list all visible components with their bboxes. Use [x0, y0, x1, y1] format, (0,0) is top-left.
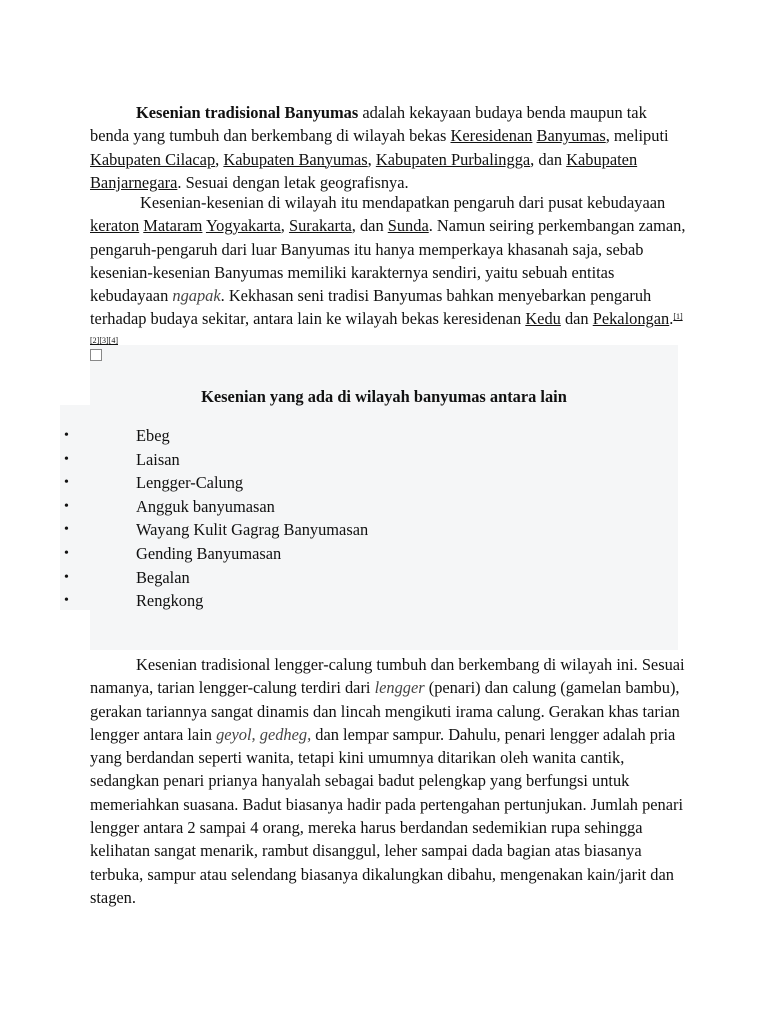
link-kedu[interactable]: Kedu: [525, 309, 561, 329]
bullet-icon: •: [64, 475, 69, 491]
ref-link-3[interactable]: [3]: [99, 335, 109, 345]
bullet-icon: •: [64, 545, 69, 561]
term-ngapak: ngapak: [172, 286, 221, 306]
link-keraton[interactable]: keraton: [90, 216, 140, 236]
link-kabupaten-purbalingga[interactable]: Kabupaten Purbalingga: [375, 149, 531, 169]
link-surakarta[interactable]: Surakarta: [288, 216, 352, 236]
term-geyol-gedheg: geyol, gedheg,: [216, 724, 312, 744]
intro-paragraph: Kesenian tradisional Banyumas adalah kekayaan budaya benda maupun tak benda yang tumbuh dan berkembang di wilayah bekas Keresidenan Banyumas, meliputi Kabupaten Cilacap, Kabupaten Banyumas, Kabupaten Purbalingga, dan Kabupaten Banjarnegara. Sesuai dengan letak geografisnya.: [90, 103, 669, 192]
ref-link-4[interactable]: [4]: [108, 335, 118, 345]
link-kabupaten-cilacap[interactable]: Kabupaten Cilacap: [90, 149, 216, 169]
link-banyumas[interactable]: Banyumas: [536, 126, 606, 146]
bullet-icon: •: [64, 522, 69, 538]
link-mataram[interactable]: Mataram: [143, 216, 203, 236]
ref-link-1[interactable]: [1]: [673, 312, 683, 322]
influence-paragraph: Kesenian-kesenian di wilayah itu mendapatkan pengaruh dari pusat kebudayaan keraton Mataram Yogyakarta, Surakarta, dan Sunda. Namun seiring perkembangan zaman, pengaruh-pengaruh dari luar Banyumas itu hanya memperkaya khasanah saja, sebab kesenian-kesenian Banyumas memiliki karakternya sendiri, yaitu sebuah entitas kebudayaan ngapak. Kekhasan seni tradisi Banyumas bahkan menyebarkan pengaruh terhadap budaya sekitar, antara lain ke wilayah bekas keresidenan Kedu dan Pekalongan.[1][2][3][4]: [90, 193, 686, 345]
link-keresidenan[interactable]: Keresidenan: [450, 126, 533, 146]
term-lengger: lengger: [374, 678, 425, 698]
intro-bold-term: Kesenian tradisional Banyumas: [136, 103, 359, 122]
link-kabupaten-banjarnegara[interactable]: Kabupaten Banjarnegara: [90, 149, 638, 192]
ref-link-2[interactable]: [2]: [90, 335, 100, 345]
bullet-icon: •: [64, 569, 69, 585]
link-yogyakarta[interactable]: Yogyakarta: [205, 216, 281, 236]
bullet-icon: •: [64, 593, 69, 609]
bullet-icon: •: [64, 428, 69, 443]
bullet-icon: •: [64, 498, 69, 514]
checkbox-icon[interactable]: [90, 349, 102, 361]
link-sunda[interactable]: Sunda: [387, 216, 429, 236]
bullet-icon: •: [64, 451, 69, 467]
link-pekalongan[interactable]: Pekalongan: [592, 309, 670, 329]
lengger-calung-paragraph: Kesenian tradisional lengger-calung tumbuh dan berkembang di wilayah ini. Sesuai namanya, tarian lengger-calung terdiri dari lengger (penari) dan calung (gamelan bambu), gerakan tariannya sangat dinamis dan lincah mengikuti irama calung. Gerakan khas tarian lengger antara lain geyol, gedheg, dan lempar sampur. Dahulu, penari lengger adalah pria yang berdandan seperti wanita, tetapi kini umumnya ditarikan oleh wanita cantik, sedangkan penari prianya hanyalah sebagai badut pelengkap yang berfungsi untuk memeriahkan suasana. Badut biasanya hadir pada pertengahan pertunjukan. Jumlah penari lengger antara 2 sampai 4 orang, mereka harus berdandan sedemikian rupa sehingga kelihatan sangat menarik, rambut disanggul, leher sampai dada bagian atas biasanya terbuka, sampur atau selendang biasanya dikalungkan dibahu, mengenakan kain/jarit dan stagen.: [90, 655, 685, 907]
link-kabupaten-banyumas[interactable]: Kabupaten Banyumas: [223, 149, 368, 169]
list-title: Kesenian yang ada di wilayah banyumas antara lain: [201, 387, 567, 406]
